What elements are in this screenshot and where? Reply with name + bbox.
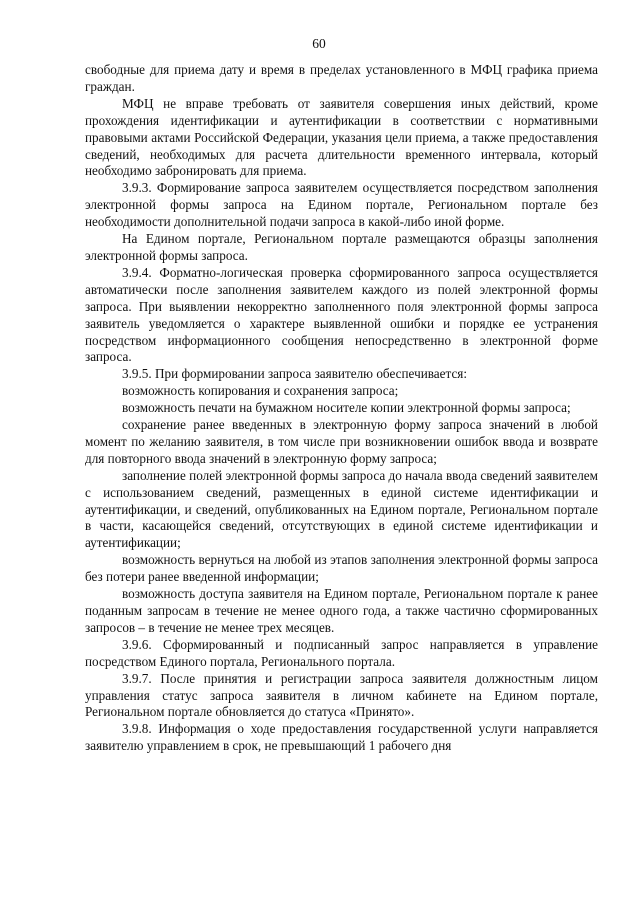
- list-item-copy-save: возможность копирования и сохранения запроса;: [122, 383, 399, 399]
- paragraph-continuation: свободные для приема дату и время в пределах установленного в МФЦ графика приема граждан.: [85, 62, 598, 94]
- list-item-save-values: сохранение ранее введенных в электронную форму запроса значений в любой момент по желанию заявителя, в том числе при возникновении ошибок ввода и возврате для повторного ввода значений в электронную форму запроса;: [85, 417, 598, 466]
- list-item-access-history: возможность доступа заявителя на Едином портале, Региональном портале к ранее поданным запросам в течение не менее одного года, а также частично сформированных запросов – в течение не менее трех месяцев.: [85, 586, 598, 635]
- list-item-autofill: заполнение полей электронной формы запроса до начала ввода сведений заявителем с использованием сведений, размещенных в единой системе идентификации и аутентификации, и сведений, опубликованных на Едином портале, Региональном портале в части, касающейся сведений, отсутствующих в единой системе идентификации и аутентификации;: [85, 467, 598, 551]
- paragraph-3-9-6: 3.9.6. Сформированный и подписанный запрос направляется в управление посредством Единого портала, Регионального портала.: [85, 636, 598, 669]
- list-item-return-step: возможность вернуться на любой из этапов заполнения электронной формы запроса без потери ранее введенной информации;: [85, 552, 598, 585]
- paragraph-3-9-8: 3.9.8. Информация о ходе предоставления государственной услуги направляется заявителю управлением в срок, не превышающий 1 рабочего дня: [85, 721, 598, 754]
- paragraph-3-9-3: 3.9.3. Формирование запроса заявителем осуществляется посредством заполнения электронной формы запроса на Едином портале, Региональном портале без необходимости дополнительной подачи запроса в какой-либо иной форме.: [85, 180, 598, 230]
- paragraph-3-9-5: 3.9.5. При формировании запроса заявителю обеспечивается:: [122, 366, 468, 382]
- paragraph-3-9-4: 3.9.4. Форматно-логическая проверка сформированного запроса осуществляется автоматически после заполнения заявителем каждого из полей электронной формы запроса. При выявлении некорректно заполненного поля электронной формы запроса заявитель уведомляется о характере выявленной ошибки и порядке ее устранения посредством информационного сообщения непосредственно в электронной форме запроса.: [85, 264, 598, 365]
- paragraph-mfc-requirements: МФЦ не вправе требовать от заявителя совершения иных действий, кроме прохождения идентификации и аутентификации в соответствии с нормативными правовыми актами Российской Федерации, указания цели приема, а также предоставления сведений, необходимых для расчета длительности временного интервала, который необходимо забронировать для приема.: [85, 95, 598, 179]
- list-item-print: возможность печати на бумажном носителе копии электронной формы запроса;: [122, 400, 571, 416]
- page-number: 60: [312, 36, 326, 51]
- paragraph-form-samples: На Едином портале, Региональном портале размещаются образцы заполнения электронной формы запроса.: [85, 231, 598, 263]
- paragraph-3-9-7: 3.9.7. После принятия и регистрации запроса заявителя должностным лицом управления статус запроса заявителя в личном кабинете на Едином портале, Региональном портале обновляется до статуса «Принято».: [85, 670, 598, 720]
- document-body: [85, 62, 598, 755]
